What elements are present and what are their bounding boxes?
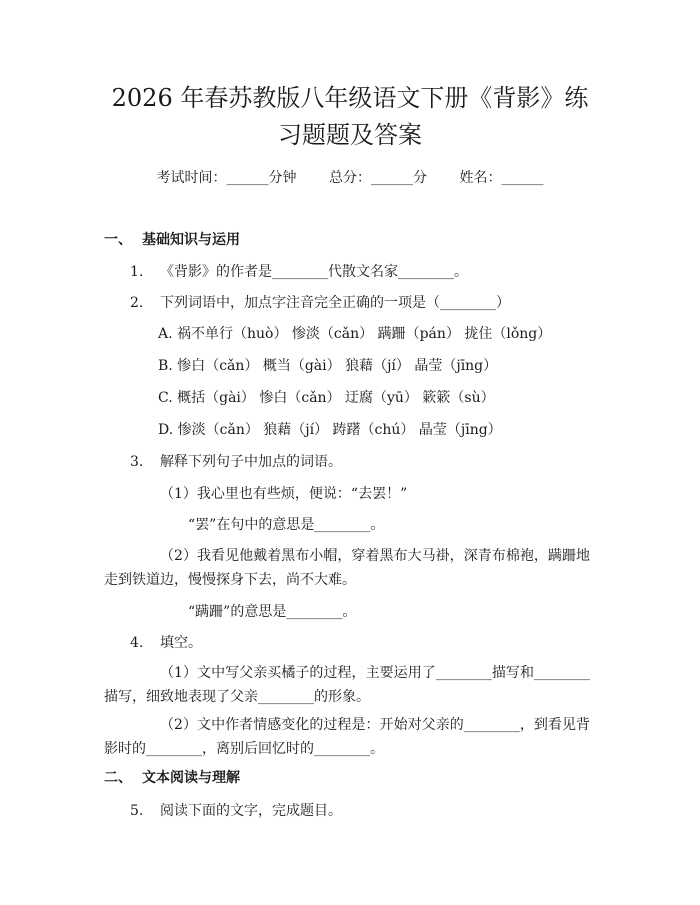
q3-sub1: （1）我心里也有些烦，便说：“去罢！”: [160, 486, 408, 502]
section-title: 文本阅读与理解: [142, 770, 240, 786]
question-2: [130, 293, 510, 313]
question-4: [130, 633, 202, 653]
section-number: 一、: [104, 232, 132, 248]
section-title: 基础知识与运用: [142, 232, 240, 248]
q4-sub1: （1）文中写父亲买橘子的过程，主要运用了________描写和________描写，细致地表现了父亲________的形象。: [104, 665, 590, 705]
question-number: 4.: [130, 635, 144, 651]
exam-time: 考试时间：______分钟: [156, 170, 297, 186]
section-number: 二、: [104, 770, 132, 786]
exam-meta: [0, 168, 700, 188]
question-3: [130, 452, 342, 472]
question-text: 阅读下面的文字，完成题目。: [160, 803, 342, 819]
section-heading-2: [104, 768, 240, 788]
question-number: 2.: [130, 295, 144, 311]
page-title-line2: 习题题及答案: [278, 121, 422, 149]
option-a: A. 祸不单行（huò） 惨淡（cǎn） 蹒跚（pán） 拢住（lǒng）: [158, 326, 552, 342]
option-c: C. 概括（gài） 惨白（cǎn） 迂腐（yū） 簌簌（sù）: [158, 390, 495, 406]
q3-sub2: （2）我看见他戴着黑布小帽，穿着黑布大马褂，深青布棉袍，蹒跚地走到铁道边，慢慢探身下去，尚不大难。: [104, 548, 590, 588]
question-number: 5.: [130, 803, 144, 819]
q4-sub2: （2）文中作者情感变化的过程是：开始对父亲的________，到看见背影时的________，离别后回忆时的________。: [104, 717, 590, 757]
question-number: 1.: [130, 264, 144, 280]
page-title-line1: 2026 年春苏教版八年级语文下册《背影》练: [111, 84, 589, 112]
exam-score: 总分：______分: [329, 170, 427, 186]
question-text: 《背影》的作者是________代散文名家________。: [160, 264, 468, 280]
exam-name: 姓名：______: [459, 170, 544, 186]
option-b: B. 惨白（cǎn） 概当（gài） 狼藉（jí） 晶莹（jīng）: [158, 358, 498, 374]
section-heading-1: [104, 230, 240, 250]
option-d: D. 惨淡（cǎn） 狼藉（jí） 踌躇（chú） 晶莹（jīng）: [158, 422, 502, 438]
question-5: [130, 801, 342, 821]
question-1: [130, 262, 468, 282]
question-text: 解释下列句子中加点的词语。: [160, 454, 342, 470]
question-text: 填空。: [160, 635, 202, 651]
q3-sub1-answer: “罢”在句中的意思是________。: [188, 517, 385, 533]
question-text: 下列词语中，加点字注音完全正确的一项是（________）: [160, 295, 510, 311]
q3-sub2-answer: “蹒跚”的意思是________。: [188, 604, 357, 620]
question-number: 3.: [130, 454, 144, 470]
